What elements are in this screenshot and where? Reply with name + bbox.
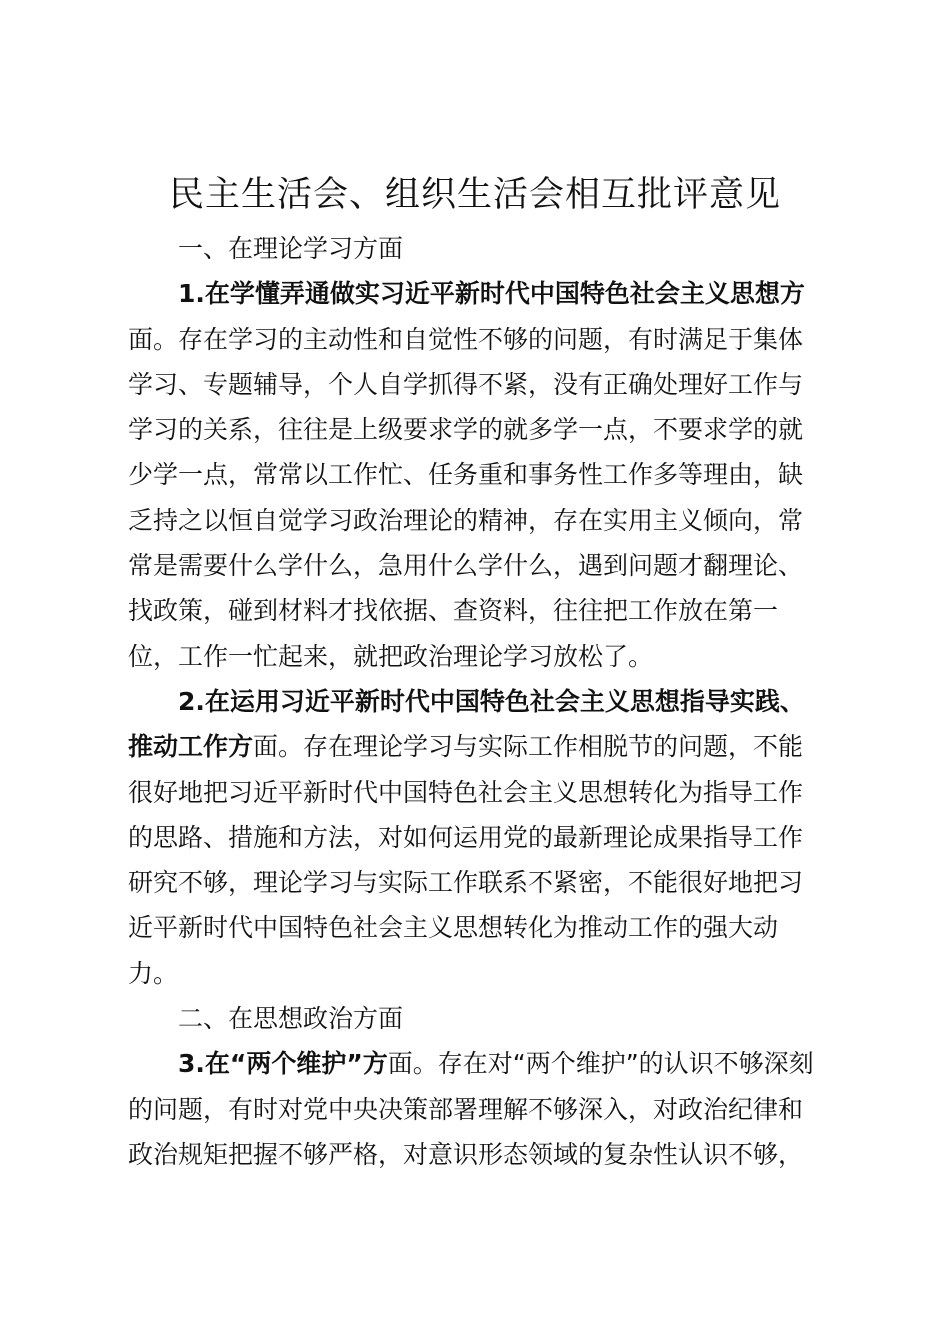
paragraph-2-line: 很好地把习近平新时代中国特色社会主义思想转化为指导工作 (128, 777, 804, 807)
paragraph-1-line: 学习的关系，往往是上级要求学的就多学一点，不要求学的就 (128, 415, 804, 445)
document-body (128, 226, 820, 1177)
paragraph-2-lead-bold-2: 推动工作方 (128, 732, 254, 762)
paragraph-1-line: 学习、专题辅导，个人自学抓得不紧，没有正确处理好工作与 (128, 369, 804, 399)
paragraph-3-lead-bold: 3.在“两个维护”方 (178, 1049, 388, 1079)
paragraph-1-line: 乏持之以恒自觉学习政治理论的精神，存在实用主义倾向，常 (128, 505, 804, 535)
paragraph-1-lead (128, 271, 820, 316)
paragraph-1 (128, 271, 820, 679)
paragraph-2-lead-rest: 面。存在理论学习与实际工作相脱节的问题，不能 (253, 732, 804, 762)
paragraph-1-line: 找政策，碰到材料才找依据、查资料，往往把工作放在第一 (128, 596, 779, 626)
paragraph-3-lead (128, 1041, 820, 1086)
paragraph-2-line: 研究不够，理论学习与实际工作联系不紧密，不能很好地把习 (128, 868, 804, 898)
section-heading-2 (128, 996, 820, 1041)
paragraph-2-line: 力。 (128, 958, 179, 988)
paragraph-2-line: 的思路、措施和方法，对如何运用党的最新理论成果指导工作 (128, 822, 804, 852)
paragraph-2 (128, 679, 820, 996)
paragraph-1-line: 少学一点，常常以工作忙、任务重和事务性工作多等理由，缺 (128, 460, 804, 490)
paragraph-2-lead (128, 679, 820, 724)
paragraph-3 (128, 1041, 820, 1177)
paragraph-1-line: 常是需要什么学什么，急用什么学什么，遇到问题才翻理论、 (128, 551, 804, 581)
document-title: 民主生活会、组织生活会相互批评意见 (168, 175, 781, 215)
section-heading-1-text: 一、在理论学习方面 (178, 234, 404, 263)
paragraph-3-line: 的问题，有时对党中央决策部署理解不够深入，对政治纪律和 (128, 1094, 804, 1124)
paragraph-3-line: 政治规矩把握不够严格，对意识形态领域的复杂性认识不够， (128, 1139, 804, 1169)
paragraph-2-lead-line-2 (128, 724, 820, 769)
paragraph-1-lead-bold: 1.在学懂弄通做实习近平新时代中国特色社会主义思想方 (178, 279, 805, 309)
paragraph-2-lead-bold: 2.在运用习近平新时代中国特色社会主义思想指导实践、 (178, 686, 805, 716)
paragraph-1-line: 位，工作一忙起来，就把政治理论学习放松了。 (128, 641, 654, 671)
paragraph-2-line: 近平新时代中国特色社会主义思想转化为推动工作的强大动 (128, 913, 779, 943)
section-heading-1 (128, 226, 820, 271)
section-heading-2-text: 二、在思想政治方面 (178, 1004, 404, 1034)
paragraph-3-lead-rest: 面。存在对“两个维护”的认识不够深刻 (387, 1049, 814, 1079)
paragraph-1-line: 面。存在学习的主动性和自觉性不够的问题，有时满足于集体 (128, 324, 804, 354)
